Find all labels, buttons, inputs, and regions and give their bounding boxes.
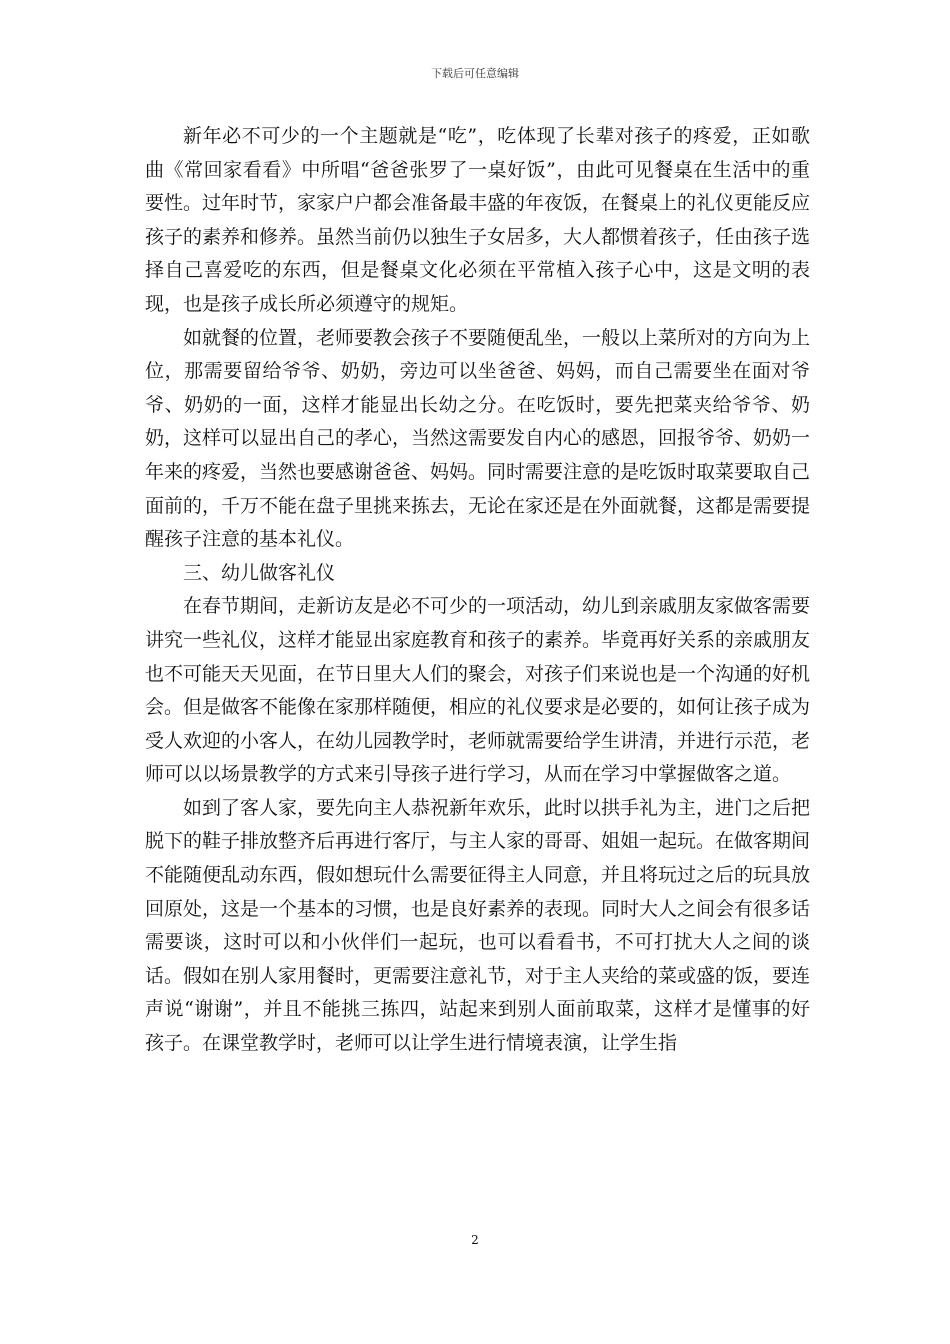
page-header: 下载后可任意编辑 (431, 67, 519, 80)
paragraph-dining-theme: 新年必不可少的一个主题就是“吃”，吃体现了长辈对孩子的疼爱，正如歌曲《常回家看看》中所唱“爸爸张罗了一桌好饭”，由此可见餐桌在生活中的重要性。过年时节，家家户户都会准备最丰盛的年夜饭，在餐桌上的礼仪更能反应孩子的素养和修养。虽然当前仍以独生子女居多，大人都惯着孩子，任由孩子选择自己喜爱吃的东西，但是餐桌文化必须在平常植入孩子心中，这是文明的表现，也是孩子成长所必须遵守的规矩。 (145, 125, 811, 315)
paragraph-guest-behavior: 如到了客人家，要先向主人恭祝新年欢乐，此时以拱手礼为主，进门之后把脱下的鞋子排放整齐后再进行客厅，与主人家的哥哥、姐姐一起玩。在做客期间不能随便乱动东西，假如想玩什么需要征得主人同意，并且将玩过之后的玩具放回原处，这是一个基本的习惯，也是良好素养的表现。同时大人之间会有很多话需要谈，这时可以和小伙伴们一起玩，也可以看看书，不可打扰大人之间的谈话。假如在别人家用餐时，更需要注意礼节，对于主人夹给的菜或盛的饭，要连声说“谢谢”，并且不能挑三拣四，站起来到别人面前取菜，这样才是懂事的好孩子。在课堂教学时，老师可以让学生进行情境表演，让学生指 (145, 796, 811, 1055)
page-number: 2 (471, 1233, 479, 1247)
paragraph-seating-etiquette: 如就餐的位置，老师要教会孩子不要随便乱坐，一般以上菜所对的方向为上位，那需要留给爷爷、奶奶，旁边可以坐爸爸、妈妈，而自己需要坐在面对爷爷、奶奶的一面，这样才能显出长幼之分。在吃饭时，要先把菜夹给爷爷、奶奶，这样可以显出自己的孝心，当然这需要发自内心的感恩，回报爷爷、奶奶一年来的疼爱，当然也要感谢爸爸、妈妈。同时需要注意的是吃饭时取菜要取自己面前的，千万不能在盘子里挑来拣去，无论在家还是在外面就餐，这都是需要提醒孩子注意的基本礼仪。 (145, 326, 811, 551)
paragraph-visiting-relatives: 在春节期间，走新访友是必不可少的一项活动，幼儿到亲戚朋友家做客需要讲究一些礼仪，这样才能显出家庭教育和孩子的素养。毕竟再好关系的亲戚朋友也不可能天天见面，在节日里大人们的聚会，对孩子们来说也是一个沟通的好机会。但是做客不能像在家那样随便，相应的礼仪要求是必要的，如何让孩子成为受人欢迎的小客人，在幼儿园教学时，老师就需要给学生讲清，并进行示范，老师可以以场景教学的方式来引导孩子进行学习，从而在学习中掌握做客之道。 (145, 595, 811, 786)
section-heading-visiting-etiquette: 三、幼儿做客礼仪 (183, 561, 336, 584)
document-body (145, 120, 810, 1061)
